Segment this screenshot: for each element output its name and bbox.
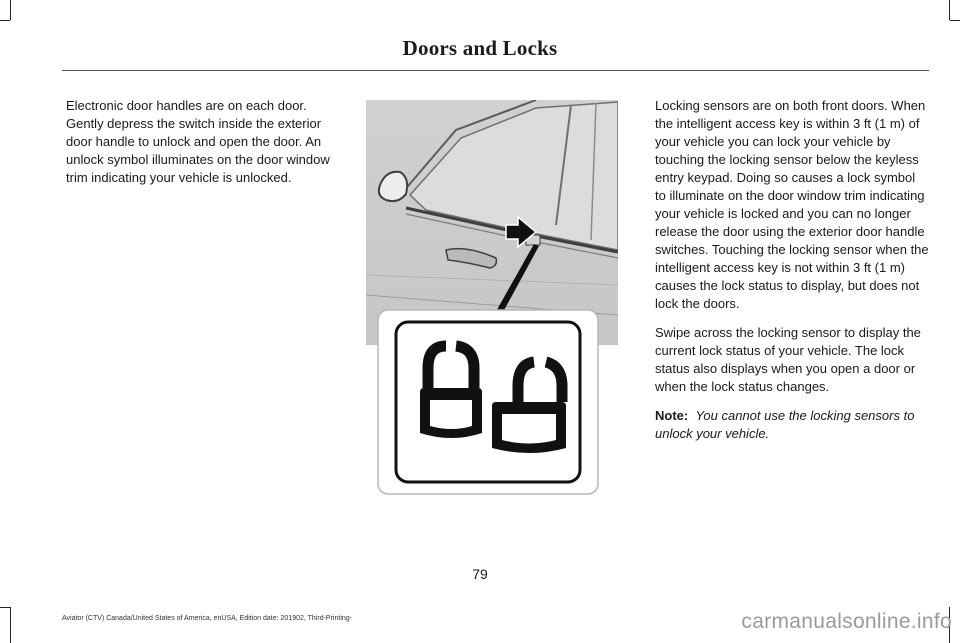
door-lock-figure	[366, 100, 618, 500]
crop-mark	[10, 607, 11, 643]
note-paragraph	[655, 407, 929, 443]
note-text: You cannot use the locking sensors to unlock your vehicle.	[655, 408, 915, 441]
note-label: Note:	[655, 408, 689, 423]
watermark: carmanualsonline.info	[741, 610, 952, 633]
crop-mark	[10, 0, 11, 20]
right-column	[655, 97, 929, 454]
crop-mark	[950, 20, 960, 21]
header-divider	[62, 70, 929, 71]
crop-mark	[0, 607, 10, 608]
body-paragraph: Locking sensors are on both front doors. When the intelligent access key is within 3 ft (1 m) of your vehicle you can lock your vehicle by touching the locking sensor below the keyless entry keypad. Doing so causes a lock symbol to illuminate on the door window trim indicating your vehicle is locked and you can no longer release the door using the exterior door handle switches. Touching the locking sensor when the intelligent access key is not within 3 ft (1 m) causes the lock status to display, but does not lock the doors.	[655, 98, 929, 311]
car-door-illustration	[366, 100, 618, 345]
crop-mark	[0, 20, 10, 21]
left-column	[66, 97, 338, 198]
page-title: Doors and Locks	[402, 36, 558, 60]
body-paragraph: Electronic door handles are on each door. Gently depress the switch inside the exterior door handle to unlock and open the door. An unlock symbol illuminates on the door window trim indicating your vehicle is unlocked.	[66, 98, 330, 185]
body-paragraph: Swipe across the locking sensor to display the current lock status of your vehicle. The lock status also displays when you open a door or when the lock status changes.	[655, 325, 921, 394]
edition-footer: Aviator (CTV) Canada/United States of America, enUSA, Edition date: 201902, Third-Printing-	[62, 615, 353, 622]
page-number: 79	[472, 566, 488, 582]
crop-mark	[949, 0, 950, 20]
